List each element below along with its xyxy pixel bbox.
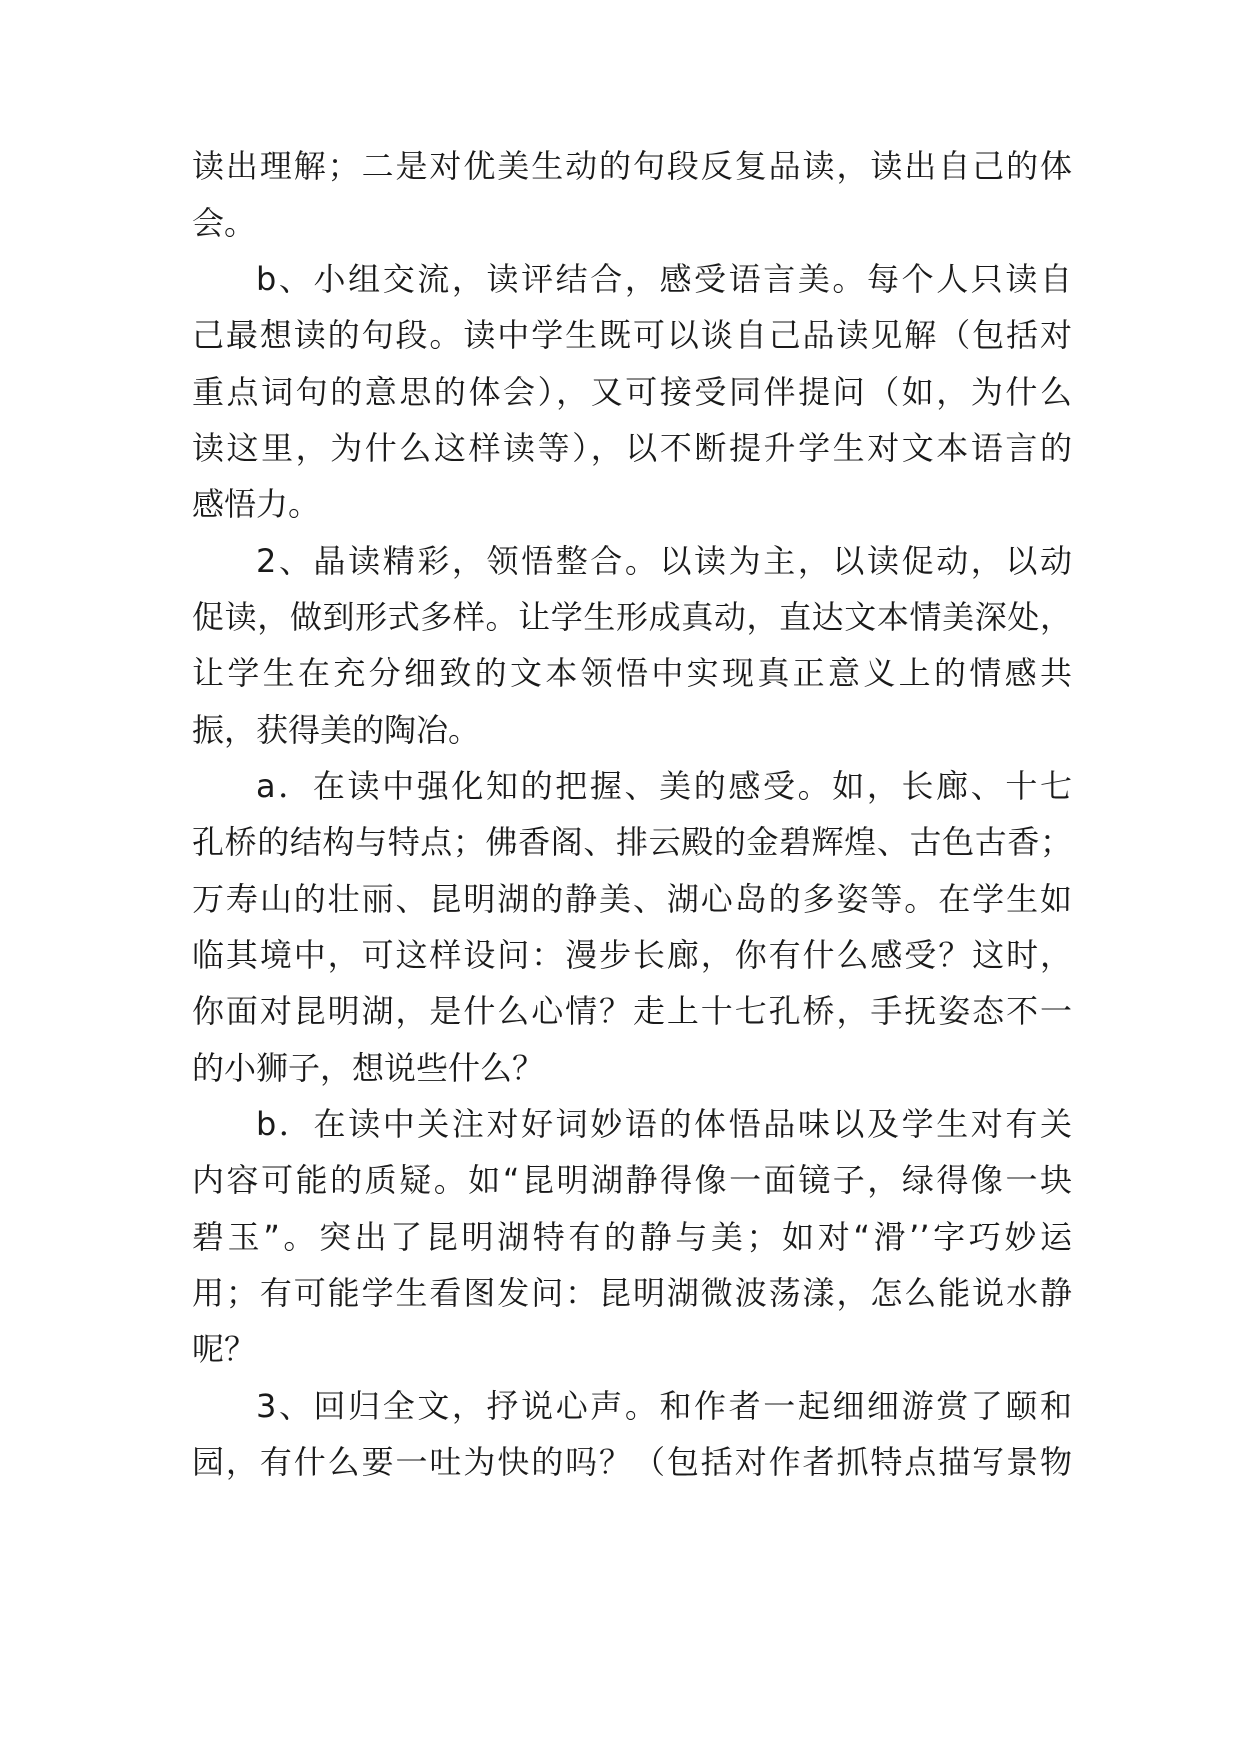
paragraph-first-line: 3、回归全文，抒说心声。和作者一起细细游赏了颐和 — [256, 1387, 1072, 1425]
text-line: 读出理解；二是对优美生动的句段反复品读，读出自己的体 — [192, 147, 1072, 185]
text-line: 碧玉”。突出了昆明湖特有的静与美；如对“滑’’字巧妙运 — [192, 1218, 1072, 1256]
paragraph-first-line: a．在读中强化知的把握、美的感受。如，长廊、十七 — [256, 767, 1072, 805]
paragraph-first-line: 2、晶读精彩，领悟整合。以读为主，以读促动，以动 — [256, 542, 1072, 580]
text-line: 己最想读的句段。读中学生既可以谈自己品读见解（包括对 — [192, 316, 1072, 354]
text-line: 会。 — [192, 204, 257, 242]
text-line: 你面对昆明湖，是什么心情？走上十七孔桥，手抚姿态不一 — [192, 992, 1072, 1030]
text-line: 读这里，为什么这样读等），以不断提升学生对文本语言的 — [192, 429, 1072, 467]
paragraph-first-line: b、小组交流，读评结合，感受语言美。每个人只读自 — [256, 260, 1072, 298]
text-line: 重点词句的意思的体会），又可接受同伴提问（如，为什么 — [192, 373, 1072, 411]
text-line: 振，获得美的陶冶。 — [192, 711, 481, 749]
text-line: 促读，做到形式多样。让学生形成真动，直达文本情美深处， — [192, 598, 1072, 636]
text-line: 用；有可能学生看图发问：昆明湖微波荡漾，怎么能说水静 — [192, 1274, 1072, 1312]
text-line: 让学生在充分细致的文本领悟中实现真正意义上的情感共 — [192, 654, 1072, 692]
text-line: 呢？ — [192, 1330, 257, 1368]
text-line: 园，有什么要一吐为快的吗？（包括对作者抓特点描写景物 — [192, 1443, 1072, 1481]
text-line: 临其境中，可这样设问：漫步长廊，你有什么感受？这时， — [192, 936, 1072, 974]
text-line: 感悟力。 — [192, 485, 321, 523]
text-line: 的小狮子，想说些什么？ — [192, 1049, 545, 1087]
paragraph-first-line: b．在读中关注对好词妙语的体悟品味以及学生对有关 — [256, 1105, 1072, 1143]
text-line: 万寿山的壮丽、昆明湖的静美、湖心岛的多姿等。在学生如 — [192, 880, 1072, 918]
text-line: 孔桥的结构与特点；佛香阁、排云殿的金碧辉煌、古色古香； — [192, 823, 1072, 861]
text-line: 内容可能的质疑。如“昆明湖静得像一面镜子，绿得像一块 — [192, 1161, 1072, 1199]
